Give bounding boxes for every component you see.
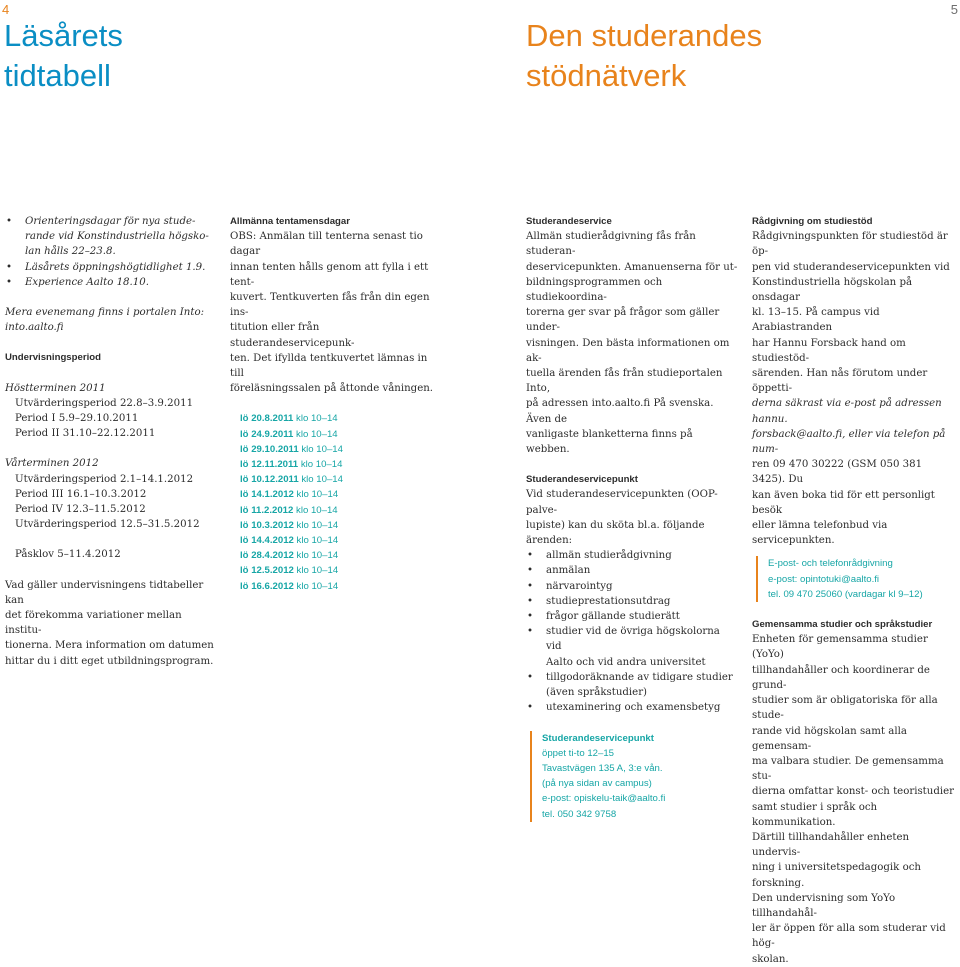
- language-line: tillhandahåller och koordinerar de grund-: [752, 664, 930, 691]
- column-student-service: [526, 214, 738, 822]
- column-schedule: [5, 214, 217, 669]
- exam-time: klo 10–14: [301, 443, 343, 455]
- language-line: ma valbara studier. De gemensamma stu-: [752, 755, 944, 783]
- list-item-line: rande vid Konstindustriella högsko-: [25, 231, 209, 243]
- service-box-title: Studerandeservicepunkt: [542, 732, 654, 744]
- service-body-line: Allmän studierådgivning fås från studeran-: [526, 231, 696, 258]
- exam-time: klo 10–14: [296, 535, 339, 547]
- exams-body-line: OBS: Anmälan till tenterna senast tio dagar: [230, 231, 423, 258]
- service-body-line: visningen. Den bästa informationen om ak-: [526, 337, 730, 364]
- page-number-left: 4: [2, 2, 10, 17]
- language-line: skolan.: [752, 953, 789, 965]
- spacer: [5, 563, 217, 578]
- exams-body-line: innan tenten hålls genom att fylla i ett tent-: [230, 261, 429, 288]
- counsel-line: Konstindustriella högskolan på onsdagar: [752, 276, 913, 304]
- service-body-line: torerna ger svar på frågor som gäller under-: [526, 307, 720, 334]
- spacer: [5, 290, 217, 305]
- exam-date: lö 24.9.2011: [240, 428, 294, 440]
- language-line: Enheten för gemensamma studier (YoYo): [752, 634, 928, 661]
- list-item: [526, 594, 738, 609]
- exams-body-line: föreläsningssalen på åttonde våningen.: [230, 383, 434, 395]
- events-note-line: Mera evenemang finns i portalen Into:: [5, 307, 205, 319]
- service-point-box: [530, 731, 738, 822]
- list-item: [526, 609, 738, 624]
- exam-time: klo 10–14: [296, 565, 339, 577]
- exam-time: klo 10–14: [296, 489, 339, 501]
- easter-break: Påsklov 5–11.4.2012: [15, 549, 121, 561]
- spacer: [5, 532, 217, 547]
- service-point-body: [526, 487, 738, 548]
- exam-date: lö 14.4.2012: [240, 535, 294, 547]
- service-point-line: lupiste) kan du sköta bl.a. följande ärenden:: [526, 519, 705, 547]
- counsel-line: pen vid studerandeservicepunkten vid: [752, 261, 950, 273]
- exam-date-row: [240, 411, 438, 426]
- list-item-line: • Experience Aalto 18.10.: [25, 276, 149, 288]
- exam-date: lö 20.8.2011: [240, 413, 294, 425]
- exam-date: lö 10.3.2012: [240, 519, 294, 531]
- exam-date-row: [240, 427, 438, 442]
- column-study-support: [752, 214, 957, 967]
- exam-date-row: [240, 548, 438, 563]
- list-item: [526, 579, 738, 594]
- exam-date: lö 16.6.2012: [240, 580, 294, 592]
- autumn-heading: Höstterminen 2011: [5, 382, 106, 394]
- exam-date-list: [240, 411, 438, 593]
- counsel-body: [752, 229, 957, 548]
- service-heading: Studerandeservice: [526, 216, 612, 227]
- list-item: [526, 563, 738, 578]
- list-item: [5, 260, 217, 275]
- counsel-line: forsback@aalto.fi, eller via telefon på num-: [752, 428, 946, 456]
- title-left: [4, 16, 123, 96]
- orientation-list: [5, 214, 217, 290]
- exams-body-line: kuvert. Tentkuverten fås från din egen ins-: [230, 292, 430, 319]
- exam-date-row: [240, 472, 438, 487]
- spacer: [230, 396, 438, 411]
- service-box-line: (på nya sidan av campus): [542, 778, 652, 790]
- counsel-line: eller lämna telefonbud via servicepunkten.: [752, 520, 888, 547]
- exam-date: lö 10.12.2011: [240, 474, 299, 486]
- list-item: [5, 275, 217, 290]
- language-line: studier som är obligatoriska för alla stude-: [752, 695, 938, 722]
- list-item: [526, 670, 738, 700]
- exam-date: lö 29.10.2011: [240, 443, 299, 455]
- period-item: Utvärderingsperiod 22.8–3.9.2011: [15, 397, 194, 409]
- list-item-line: • Orienteringsdagar för nya stude-: [25, 216, 196, 227]
- list-item-line: • studier vid de övriga högskolorna vid: [546, 626, 720, 653]
- counsel-line: kl. 13–15. På campus vid Arabiastranden: [752, 307, 880, 334]
- spacer: [5, 366, 217, 381]
- list-item-line: lan hålls 22–23.8.: [25, 246, 116, 258]
- list-item: [5, 214, 217, 260]
- exams-body-line: ten. Det ifyllda tentkuvertet lämnas in till: [230, 352, 428, 380]
- autumn-periods: [5, 396, 217, 442]
- exam-date-row: [240, 503, 438, 518]
- exam-time: klo 10–14: [300, 459, 343, 471]
- title-right-line: Den studerandes: [526, 18, 763, 53]
- list-item-line: • utexaminering och examensbetyg: [546, 702, 721, 714]
- spring-heading: Vårterminen 2012: [5, 458, 99, 470]
- service-point-heading: Studerandeservicepunkt: [526, 474, 638, 486]
- exam-date: lö 11.2.2012: [240, 504, 294, 516]
- language-line: rande vid högskolan samt alla gemensam-: [752, 725, 907, 752]
- exam-time: klo 10–14: [296, 519, 339, 531]
- service-body: [526, 229, 738, 457]
- period-item: Period IV 12.3–11.5.2012: [15, 504, 146, 516]
- language-line: Därtill tillhandahåller enheten undervis-: [752, 831, 910, 859]
- period-item: Period II 31.10–22.12.2011: [15, 428, 156, 440]
- period-heading: Undervisningsperiod: [5, 352, 101, 364]
- service-box-phone: tel. 050 342 9758: [542, 808, 617, 820]
- schedule-note-line: det förekomma variationer mellan institu-: [5, 610, 182, 637]
- column-exams: [230, 214, 438, 594]
- list-item: [526, 624, 738, 670]
- list-item: [526, 548, 738, 563]
- exam-time: klo 10–14: [296, 504, 338, 516]
- language-line: dierna omfattar konst- och teoristudier: [752, 786, 955, 798]
- service-body-line: deservicepunkten. Amanuenserna för ut-: [526, 261, 738, 273]
- list-item-line: • allmän studierådgivning: [546, 550, 672, 562]
- exam-time: klo 10–14: [296, 413, 338, 425]
- service-box-line: Tavastvägen 135 A, 3:e vån.: [542, 762, 663, 774]
- list-item-line: • Läsårets öppningshögtidlighet 1.9.: [25, 261, 206, 273]
- service-box-line: öppet ti-to 12–15: [542, 747, 615, 759]
- spacer: [5, 335, 217, 350]
- exam-date-row: [240, 457, 438, 472]
- period-item: Period I 5.9–29.10.2011: [15, 413, 139, 425]
- language-line: ler är öppen för alla som studerar vid hög-: [752, 923, 946, 950]
- language-line: samt studier i språk och kommunikation.: [752, 801, 878, 828]
- list-item-line: • studieprestationsutdrag: [546, 595, 671, 607]
- counsel-box-email[interactable]: e-post: opintotuki@aalto.fi: [768, 573, 880, 585]
- title-left-line: tidtabell: [4, 58, 111, 93]
- service-body-line: bildningsprogrammen och studiekoordina-: [526, 276, 663, 304]
- counsel-line: derna säkrast via e-post på adressen hannu.: [752, 398, 942, 425]
- list-item-line: • anmälan: [546, 565, 591, 577]
- service-body-line: vanligaste blanketterna finns på webben.: [526, 428, 693, 456]
- exam-date-row: [240, 487, 438, 502]
- list-item-line: • tillgodoräknande av tidigare studier: [546, 671, 733, 683]
- schedule-note: [5, 578, 217, 669]
- title-right-line: stödnätverk: [526, 58, 687, 93]
- exam-date-row: [240, 442, 438, 457]
- exam-date: lö 12.11.2011: [240, 459, 299, 471]
- language-line: Den undervisning som YoYo tillhandahål-: [752, 892, 896, 919]
- spacer: [526, 457, 738, 472]
- schedule-note-line: tionerna. Mera information om datumen: [5, 640, 214, 652]
- exam-time: klo 10–14: [301, 474, 343, 486]
- list-item-line: • närvarointyg: [546, 580, 613, 592]
- exams-body: [230, 229, 438, 396]
- service-list: [526, 548, 738, 715]
- schedule-note-line: Vad gäller undervisningens tidtabeller kan: [5, 579, 204, 606]
- counsel-heading: Rådgivning om studiestöd: [752, 216, 873, 227]
- service-box-email[interactable]: e-post: opiskelu-taik@aalto.fi: [542, 793, 666, 805]
- counsel-line: ren 09 470 30222 (GSM 050 381 3425). Du: [752, 459, 923, 486]
- period-item: Utvärderingsperiod 12.5–31.5.2012: [15, 519, 200, 531]
- exam-date: lö 12.5.2012: [240, 565, 294, 577]
- list-item: [526, 700, 738, 715]
- counsel-box-phone: tel. 09 470 25060 (vardagar kl 9–12): [768, 588, 923, 600]
- period-item: Utvärderingsperiod 2.1–14.1.2012: [15, 473, 194, 485]
- title-right: [526, 16, 762, 96]
- period-item: Period III 16.1–10.3.2012: [15, 488, 147, 500]
- counsel-line: kan även boka tid för ett personligt besök: [752, 489, 935, 516]
- exam-date: lö 14.1.2012: [240, 489, 294, 501]
- spacer: [5, 441, 217, 456]
- spacer: [752, 548, 957, 556]
- counsel-line: särenden. Han nås förutom under öppetti-: [752, 368, 928, 395]
- spacer: [526, 716, 738, 731]
- exam-date-row: [240, 579, 438, 594]
- language-heading: Gemensamma studier och språkstudier: [752, 619, 933, 631]
- counsel-box-line: E-post- och telefonrådgivning: [768, 558, 893, 570]
- language-line: ning i universitetspedagogik och forskning.: [752, 862, 921, 889]
- service-body-line: tuella ärenden fås från studieportalen Into,: [526, 368, 723, 395]
- spacer: [752, 602, 957, 617]
- counsel-line: har Hannu Forsback hand om studiestöd-: [752, 337, 906, 364]
- exam-time: klo 10–14: [296, 428, 338, 440]
- service-body-line: på adressen into.aalto.fi På svenska. Även de: [526, 398, 714, 425]
- exam-date: lö 28.4.2012: [240, 550, 294, 562]
- list-item-line: • frågor gällande studierätt: [546, 611, 680, 623]
- exam-date-row: [240, 563, 438, 578]
- list-item-line: (även språkstudier): [546, 687, 648, 699]
- schedule-note-line: hittar du i ditt eget utbildningsprogram.: [5, 655, 214, 667]
- service-point-line: Vid studerandeservicepunkten (OOP-palve-: [526, 489, 718, 516]
- events-note-link[interactable]: into.aalto.fi: [5, 322, 64, 334]
- counsel-box: [756, 556, 957, 602]
- exam-date-row: [240, 518, 438, 533]
- exams-body-line: titution eller från studerandeservicepunk-: [230, 322, 355, 349]
- spring-periods: [5, 472, 217, 533]
- title-left-line: Läsårets: [4, 18, 123, 53]
- language-body: [752, 632, 957, 966]
- counsel-line: Rådgivningspunkten för studiestöd är öp-: [752, 231, 948, 258]
- page-number-right: 5: [950, 2, 958, 17]
- events-note: [5, 305, 217, 335]
- exams-heading: Allmänna tentamensdagar: [230, 216, 350, 227]
- list-item-line: Aalto och vid andra universitet: [546, 656, 706, 668]
- exam-time: klo 10–14: [296, 580, 339, 592]
- exam-time: klo 10–14: [296, 550, 339, 562]
- exam-date-row: [240, 533, 438, 548]
